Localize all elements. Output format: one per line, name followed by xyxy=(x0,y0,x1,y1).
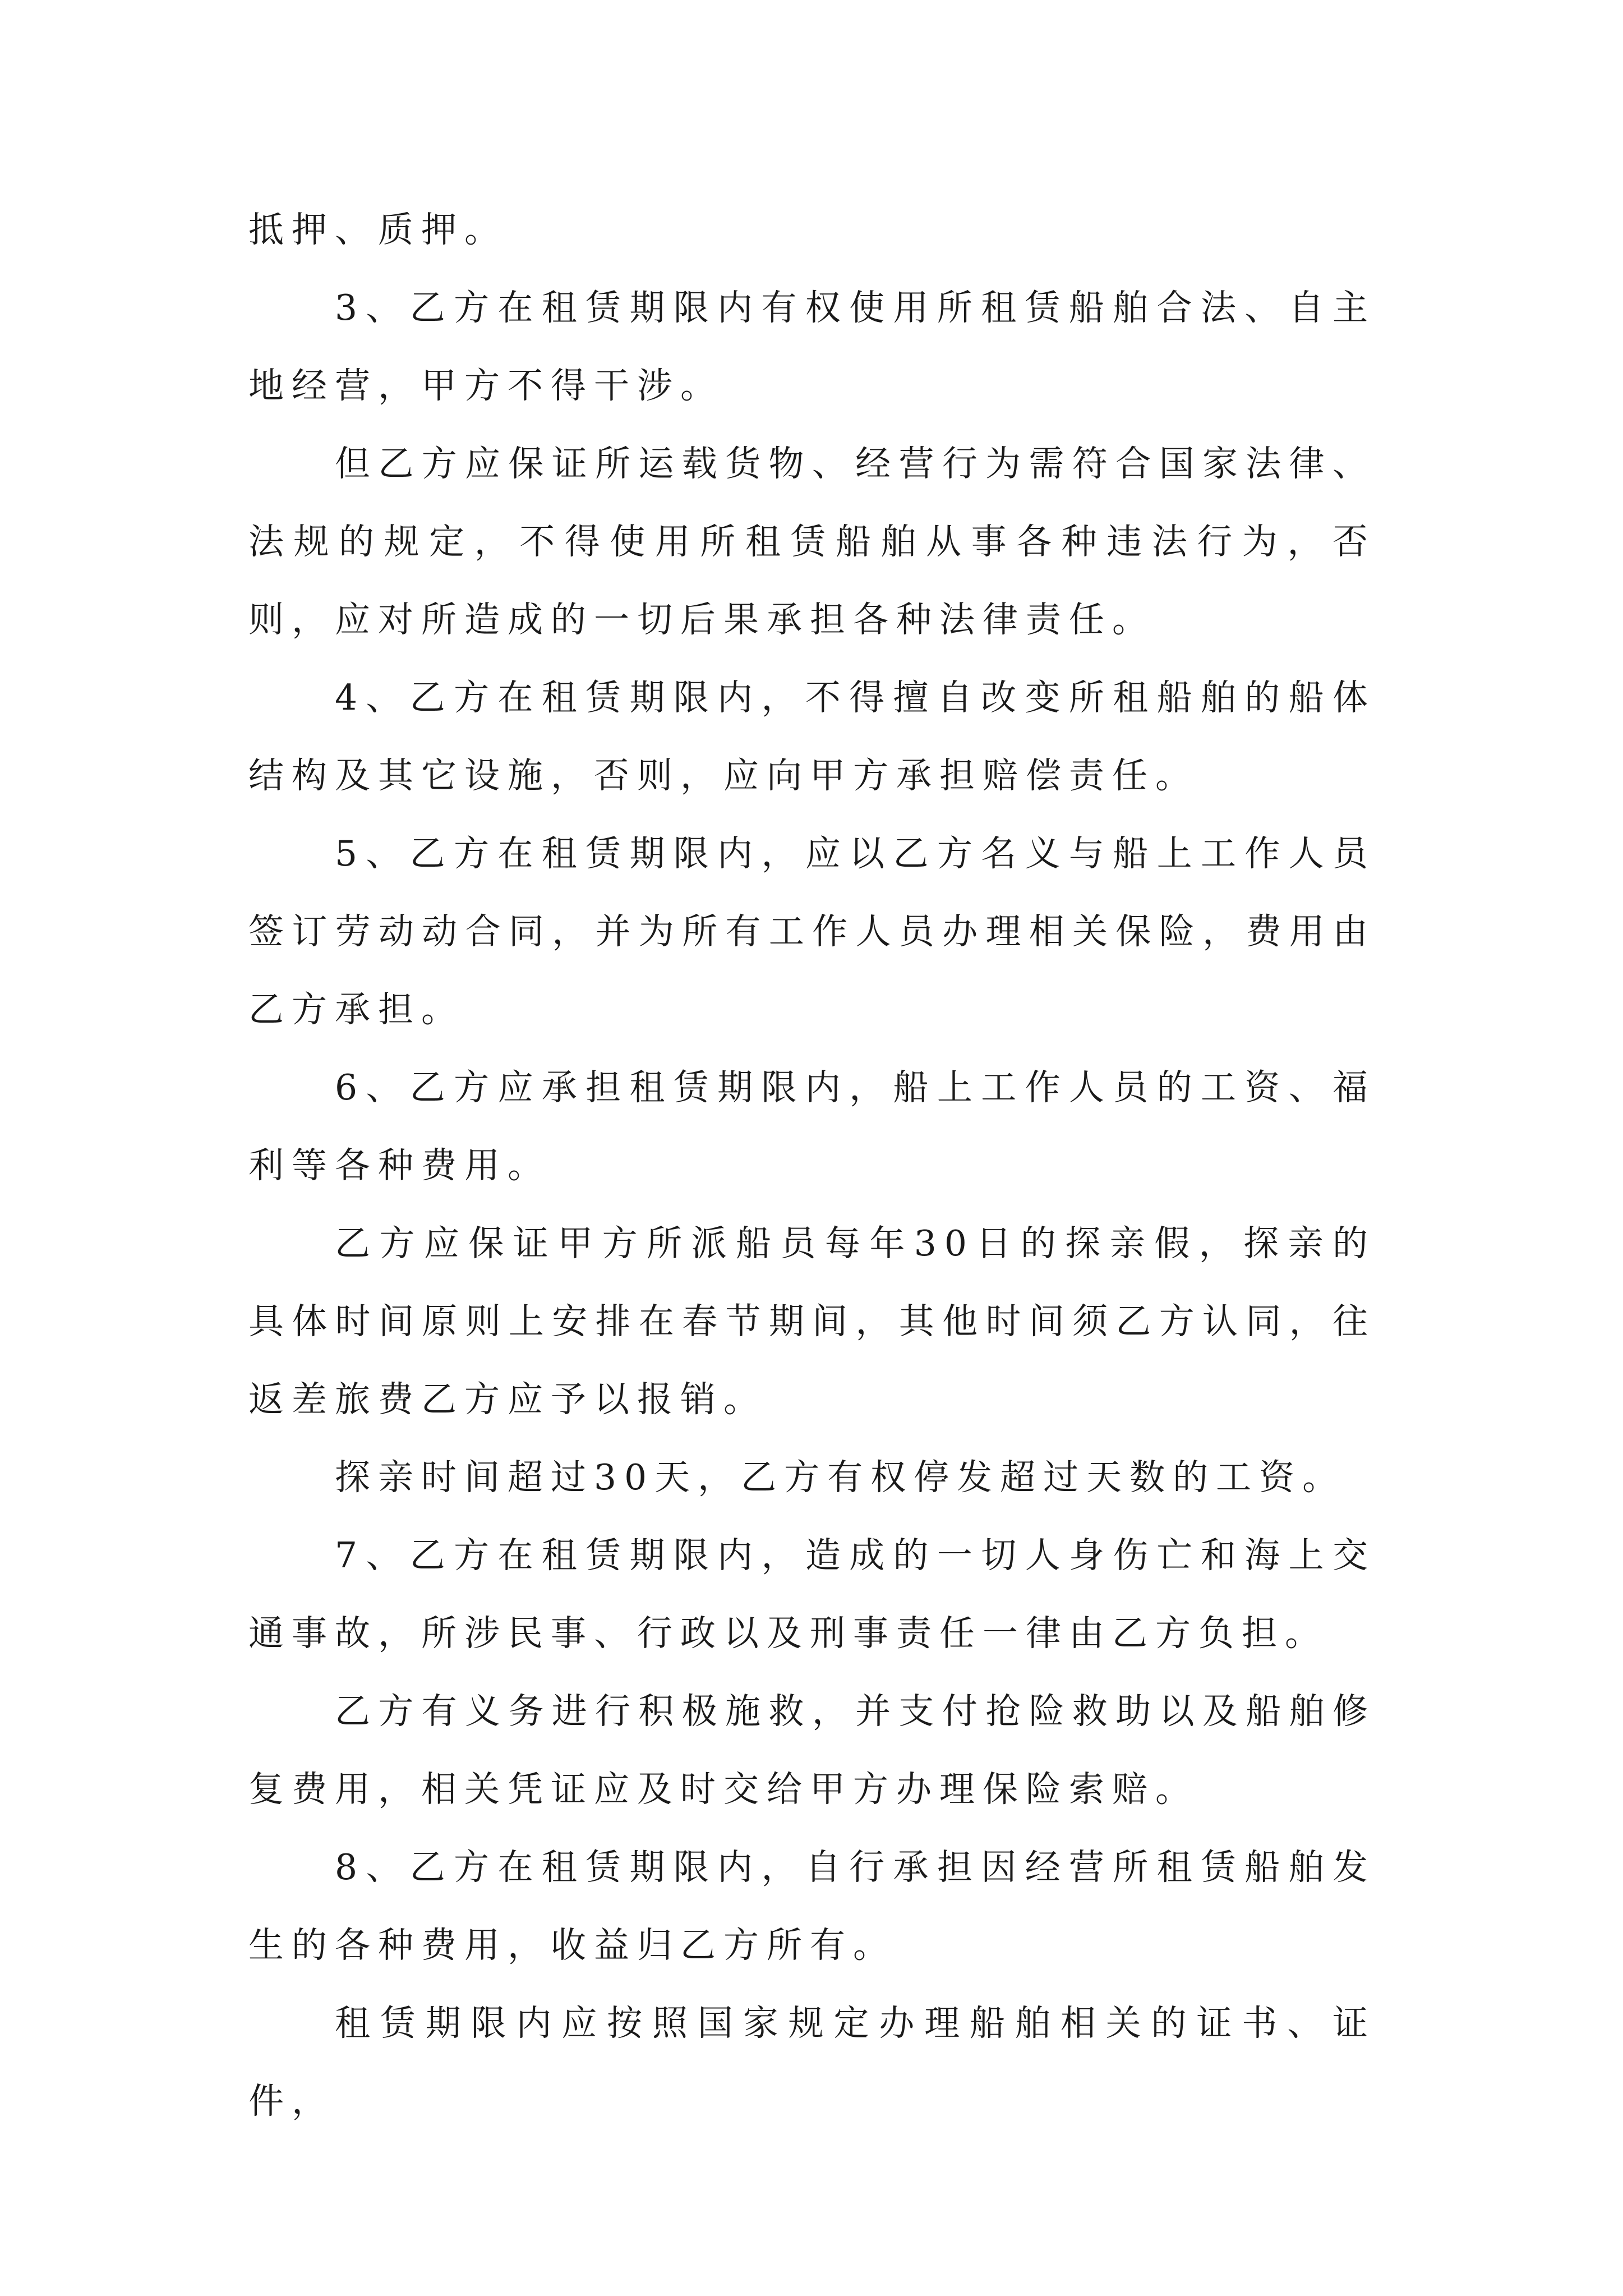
paragraph: 6、乙方应承担租赁期限内，船上工作人员的工资、福利等各种费用。 xyxy=(248,1067,1376,1186)
paragraph: 乙方有义务进行积极施救，并支付抢险救助以及船舶修复费用，相关凭证应及时交给甲方办理保险索赔。 xyxy=(248,1691,1376,1810)
paragraph: 8、乙方在租赁期限内，自行承担因经营所租赁船舶发生的各种费用，收益归乙方所有。 xyxy=(248,1847,1376,1966)
paragraph: 3、乙方在租赁期限内有权使用所租赁船舶合法、自主地经营，甲方不得干涉。 xyxy=(248,287,1376,406)
paragraph: 但乙方应保证所运载货物、经营行为需符合国家法律、法规的规定，不得使用所租赁船舶从事各种违法行为，否则，应对所造成的一切后果承担各种法律责任。 xyxy=(248,443,1376,640)
paragraph: 租赁期限内应按照国家规定办理船舶相关的证书、证件， xyxy=(248,2003,1376,2122)
document-body xyxy=(248,191,1376,2140)
paragraph: 4、乙方在租赁期限内，不得擅自改变所租船舶的船体结构及其它设施，否则，应向甲方承担赔偿责任。 xyxy=(248,677,1376,796)
paragraph: 7、乙方在租赁期限内，造成的一切人身伤亡和海上交通事故，所涉民事、行政以及刑事责任一律由乙方负担。 xyxy=(248,1535,1376,1654)
paragraph: 5、乙方在租赁期限内，应以乙方名义与船上工作人员签订劳动动合同，并为所有工作人员办理相关保险，费用由乙方承担。 xyxy=(248,833,1376,1030)
paragraph: 乙方应保证甲方所派船员每年30日的探亲假，探亲的具体时间原则上安排在春节期间，其他时间须乙方认同，往返差旅费乙方应予以报销。 xyxy=(248,1223,1376,1420)
paragraph: 抵押、质押。 xyxy=(248,209,508,250)
paragraph: 探亲时间超过30天，乙方有权停发超过天数的工资。 xyxy=(335,1457,1346,1498)
